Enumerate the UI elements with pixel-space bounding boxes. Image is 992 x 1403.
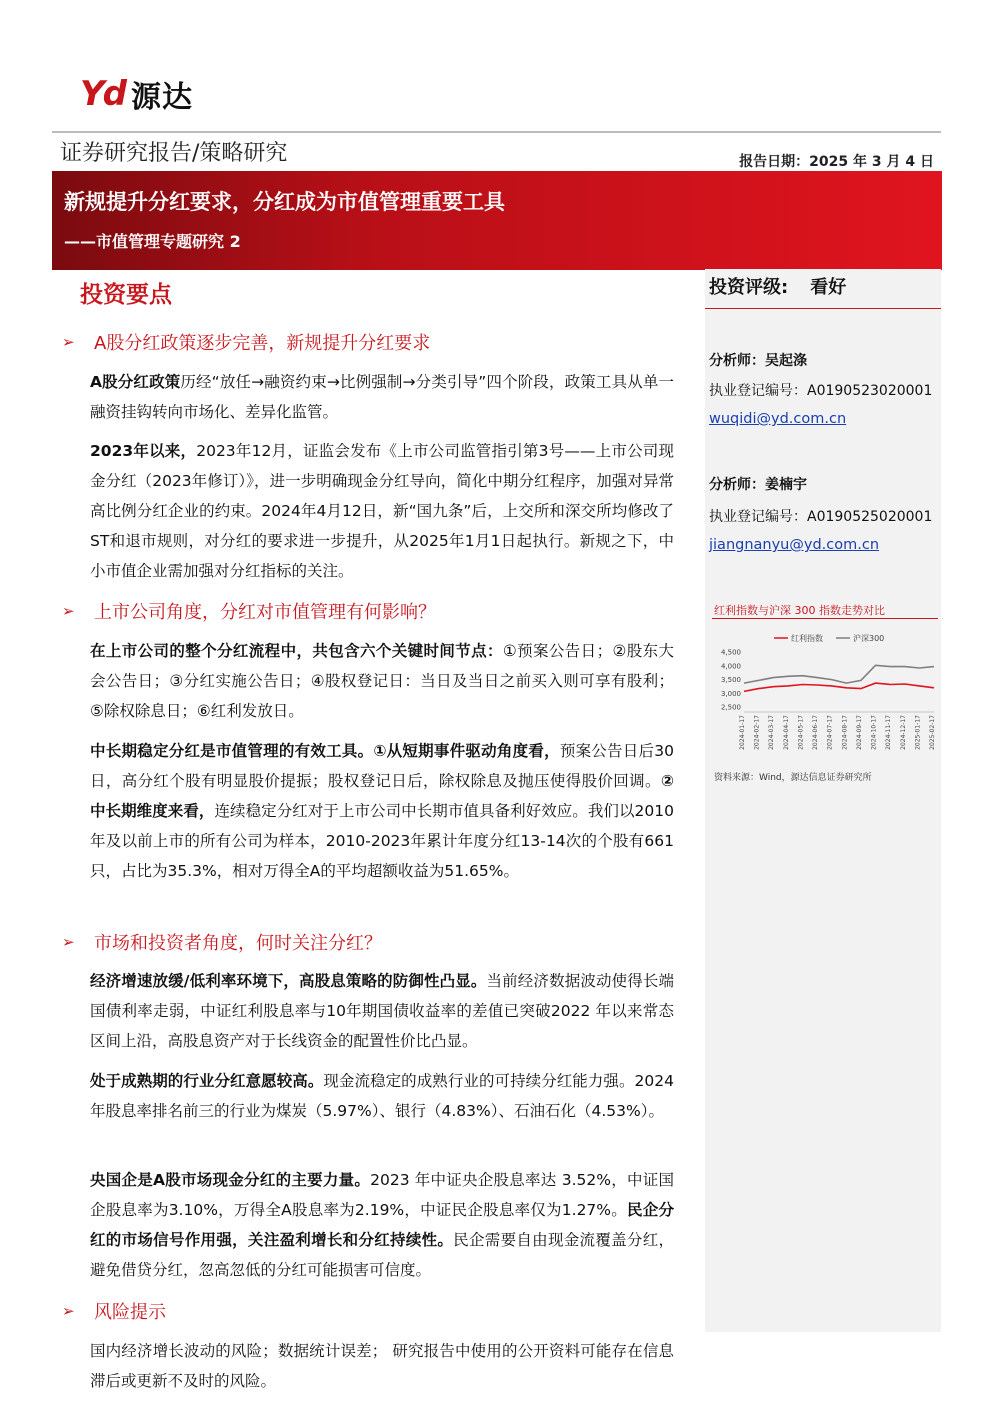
header-divider [52, 131, 941, 133]
dividend-vs-csi300-chart [714, 624, 940, 764]
bullet-investor-view-text: 市场和投资者角度，何时关注分红？ [94, 933, 382, 954]
p7-bold2: 民企分红的市场信号作用强，关注盈利增长和分红持续性。 [90, 1201, 674, 1249]
p2-bold: 2023年以来， [90, 442, 197, 460]
logo-mark: Yd [80, 74, 125, 114]
report-subtitle: ——市值管理专题研究 2 [64, 232, 241, 251]
legend-label: 红利指数 [791, 634, 823, 643]
p1-text: 历经“放任→融资约束→比例强制→分类引导”四个阶段，政策工具从单一融资挂钩转向市场化、差异化监管。 [90, 373, 675, 421]
bullet-investor-view [62, 929, 382, 955]
company-logo [80, 74, 193, 115]
title-banner [52, 171, 942, 270]
x-tick-label: 2024-02-17 [753, 715, 761, 750]
x-tick-label: 2024-04-17 [782, 715, 790, 750]
p6-bold: 处于成熟期的行业分红意愿较高。 [90, 1072, 324, 1090]
arrow-bullet-icon: ➢ [62, 933, 75, 951]
p4-bold1: 中长期稳定分红是市值管理的有效工具。①从短期事件驱动角度看， [90, 742, 560, 760]
p4-text2: 连续稳定分红对于上市公司中长期市值具备利好效应。我们以2010年及以前上市的所有公司为样本，2010-2023年累计年度分红13-14次的个股有661只，占比为35.3%，相对万得全A的平均超额收益为51.65%。 [90, 802, 674, 880]
x-tick-label: 2024-11-17 [885, 715, 893, 750]
p7-text2: 民企需要自由现金流覆盖分红，避免借贷分红，忽高忽低的分红可能损害可信度。 [90, 1231, 674, 1279]
p6-text: 现金流稳定的成熟行业的可持续分红能力强。2024年股息率排名前三的行业为煤炭（5.97%）、银行（4.83%）、石油石化（4.53%）。 [90, 1072, 674, 1120]
analyst2-name: 分析师：姜楠宇 [709, 477, 807, 493]
p5-text: 当前经济数据波动使得长端国债利率走弱，中证红利股息率与10年期国债收益率的差值已突破2022 年以来常态区间上沿，高股息资产对于长线资金的配置性价比凸显。 [90, 972, 674, 1050]
paragraph-mature-industries [90, 1066, 674, 1126]
analyst1-email-link[interactable]: wuqidi@yd.com.cn [709, 411, 847, 427]
chart-svg [714, 624, 940, 764]
paragraph-risk [90, 1336, 674, 1396]
p2-text: 2023年12月，证监会发布《上市公司监管指引第3号——上市公司现金分红（2023年修订）》，进一步明确现金分红导向，简化中期分红程序，加强对异常高比例分红企业的约束。2024年4月12日，新“国九条”后，上交所和深交所均修改了ST和退市规则，对分红的要求进一步提升，从2025年1月1日起执行。新规之下，中小市值企业需加强对分红指标的关注。 [90, 442, 674, 580]
paragraph-state-owned [90, 1165, 674, 1285]
logo-name: 源达 [130, 80, 193, 115]
analyst2-registration: 执业登记编号：A0190525020001 [709, 509, 933, 525]
report-date: 报告日期：2025 年 3 月 4 日 [739, 154, 934, 170]
bullet-risk-text: 风险提示 [94, 1302, 166, 1323]
x-tick-label: 2024-06-17 [812, 715, 820, 750]
chart-title: 红利指数与沪深 300 指数走势对比 [714, 604, 885, 617]
x-tick-label: 2025-02-17 [929, 715, 936, 750]
p4-text1: 预案公告日后30日，高分红个股有明显股价提振；股权登记日后，除权除息及抛压使得股价回调。 [90, 742, 674, 790]
p7-bold1: 央国企是A股市场现金分红的主要力量。 [90, 1171, 371, 1189]
y-tick-label: 2,500 [720, 703, 741, 712]
p1-bold: A股分红政策 [90, 373, 181, 391]
y-tick-label: 4,500 [720, 648, 741, 657]
report-title: 新规提升分红要求，分红成为市值管理重要工具 [64, 190, 505, 214]
chart-source: 资料来源：Wind，源达信息证券研究所 [714, 773, 872, 783]
investment-rating [709, 273, 846, 299]
arrow-bullet-icon: ➢ [62, 602, 75, 620]
series-line [744, 683, 934, 691]
y-tick-label: 3,000 [720, 689, 741, 698]
paragraph-dividend-timeline [90, 636, 674, 726]
chart-title-divider [712, 618, 938, 619]
x-tick-label: 2025-01-17 [914, 715, 922, 750]
sidebar-panel [705, 269, 941, 1332]
arrow-bullet-icon: ➢ [62, 333, 75, 351]
y-tick-label: 4,000 [720, 662, 741, 671]
x-tick-label: 2024-07-17 [826, 715, 834, 750]
p5-bold: 经济增速放缓/低利率环境下，高股息策略的防御性凸显。 [90, 972, 487, 990]
legend-label: 沪深300 [853, 634, 885, 643]
analyst1-name: 分析师：吴起涤 [709, 353, 807, 369]
x-tick-label: 2024-12-17 [899, 715, 907, 750]
rating-label: 投资评级: [709, 277, 789, 298]
paragraph-new-rules [90, 436, 674, 586]
x-tick-label: 2024-03-17 [768, 715, 776, 750]
p7-text1: 2023 年中证央企股息率达 3.52%，中证国企股息率为3.10%，万得全A股息率为2.19%，中证民企股息率仅为1.27%。 [90, 1171, 674, 1219]
paragraph-market-cap-effect [90, 736, 674, 886]
x-tick-label: 2024-10-17 [870, 715, 878, 750]
paragraph-high-dividend-defense [90, 966, 674, 1056]
p3-text: ①预案公告日；②股东大会公告日；③分红实施公告日；④股权登记日：当日及当日之前买入则可享有股利；⑤除权除息日；⑥红利发放日。 [90, 642, 674, 720]
bullet-policy-text: A股分红政策逐步完善，新规提升分红要求 [94, 333, 431, 354]
p3-bold: 在上市公司的整个分红流程中，共包含六个关键时间节点： [90, 642, 503, 660]
analyst2-email-link[interactable]: jiangnanyu@yd.com.cn [709, 537, 880, 553]
x-tick-label: 2024-01-17 [739, 715, 746, 750]
x-tick-label: 2024-05-17 [797, 715, 805, 750]
bullet-policy [62, 329, 430, 355]
y-tick-label: 3,500 [720, 676, 741, 684]
report-category: 证券研究报告/策略研究 [60, 141, 288, 166]
rating-value: 看好 [810, 277, 847, 298]
x-tick-label: 2024-09-17 [855, 715, 863, 750]
series-line [744, 665, 934, 683]
bullet-risk [62, 1298, 166, 1324]
bullet-company-view [62, 598, 436, 624]
analyst1-registration: 执业登记编号：A0190523020001 [709, 383, 933, 399]
x-tick-label: 2024-08-17 [841, 715, 849, 750]
p8-text: 国内经济增长波动的风险；数据统计误差； 研究报告中使用的公开资料可能存在信息滞后或更新不及时的风险。 [90, 1342, 674, 1390]
section-heading: 投资要点 [80, 282, 172, 308]
arrow-bullet-icon: ➢ [62, 1302, 75, 1320]
p4-bold2: ②中长期维度来看， [90, 772, 674, 820]
rating-divider [705, 308, 941, 309]
bullet-company-view-text: 上市公司角度，分红对市值管理有何影响？ [94, 602, 436, 623]
paragraph-policy-history [90, 367, 674, 427]
